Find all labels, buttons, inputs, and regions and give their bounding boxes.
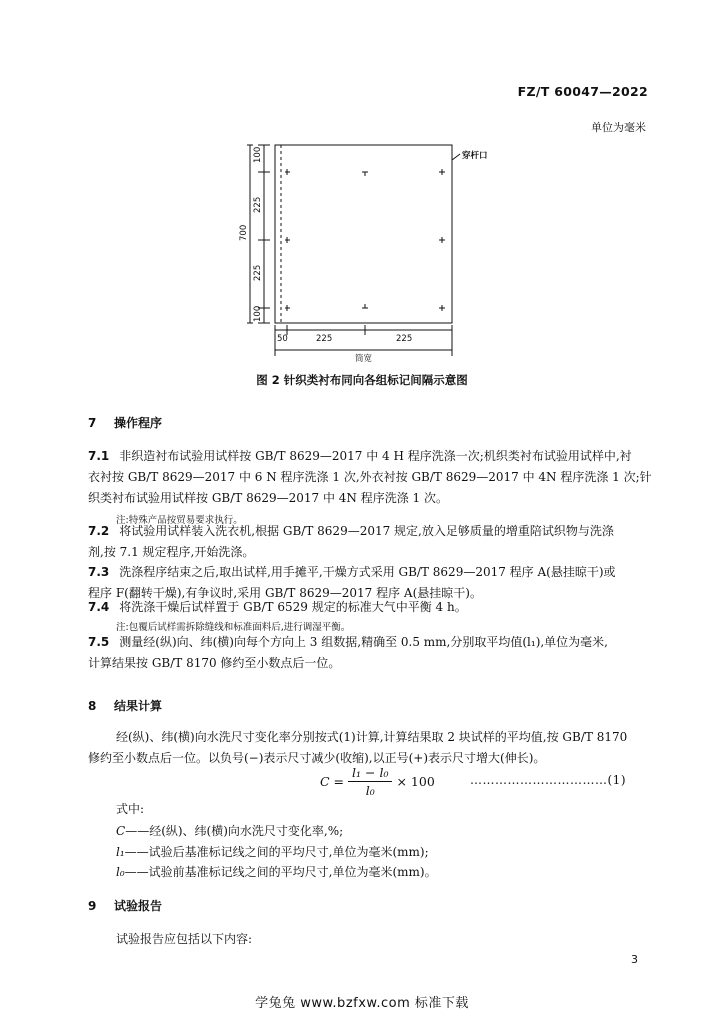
dim-bottom-3: 225 [396, 334, 413, 344]
dim-bottom-1: 50 [277, 334, 288, 344]
tube-width-label: 筒宽 [355, 354, 373, 363]
para-7-1: 7.1 非织造衬布试验用试样按 GB/T 8629—2017 中 4 H 程序洗涤一次;机织类衬布试验用试样中,衬 衣衬按 GB/T 8629—2017 中 6 N 程序洗涤 1 次,外衣衬按 GB/T 8629—2017 中 4N 程序洗涤 1 次;针 织类衬布试验用试样按 GB/T 8629—2017 中 4N 程序洗涤 1 次。 [88, 449, 652, 505]
dim-left-4: 100 [253, 305, 263, 322]
para-7-5: 7.5 测量经(纵)向、纬(横)向每个方向上 3 组数据,精确至 0.5 mm,分别取平均值(l₁),单位为毫米, 计算结果按 GB/T 8170 修约至小数点后一位。 [88, 635, 608, 670]
var-c: C——经(纵)、纬(横)向水洗尺寸变化率,%; [116, 824, 344, 838]
slot-label: 穿杆口 [462, 151, 488, 161]
para-7-2: 7.2 将试验用试样装入洗衣机,根据 GB/T 8629—2017 规定,放入足够质量的增重陪试织物与洗涤 剂,按 7.1 规定程序,开始洗涤。 [88, 524, 614, 559]
figure-2-diagram [230, 138, 510, 363]
note-2: 注:包覆后试样需拆除缝线和标准面料后,进行调湿平衡。 [116, 622, 351, 633]
formula-1: C = $\frac{\text{l₁ − l₀}}{\text{l₀}}$ × 100 [320, 765, 435, 798]
dim-bottom-2: 225 [316, 334, 333, 344]
dim-left-2: 225 [253, 196, 263, 213]
footer-watermark: 学兔兔 www.bzfxw.com 标准下载 [255, 996, 469, 1011]
dim-left-3: 225 [253, 264, 263, 281]
para-7-4: 7.4 将洗涤干燥后试样置于 GB/T 6529 规定的标准大气中平衡 4 h。 [88, 600, 467, 614]
dim-total-height: 700 [239, 224, 249, 241]
var-l1: l₁——试验后基准标记线之间的平均尺寸,单位为毫米(mm); [116, 845, 429, 859]
section-9-title: 9 试验报告 [88, 899, 163, 913]
var-l0: l₀——试验前基准标记线之间的平均尺寸,单位为毫米(mm)。 [116, 865, 437, 879]
section-7-title: 7 操作程序 [88, 416, 163, 430]
dim-left-1: 100 [253, 146, 263, 163]
standard-code: FZ/T 60047—2022 [517, 84, 648, 99]
para-8-cont: 修约至小数点后一位。以负号(−)表示尺寸减少(收缩),以正号(+)表示尺寸增大(伸长)。 [88, 751, 546, 765]
where-label: 式中: [116, 802, 145, 816]
formula-number: ……………………………(1) [470, 773, 626, 787]
para-9: 试验报告应包括以下内容: [116, 932, 253, 946]
page-number: 3 [631, 953, 638, 966]
figure-caption: 图 2 针织类衬布同向各组标记间隔示意图 [256, 373, 468, 387]
section-8-title: 8 结果计算 [88, 699, 163, 713]
para-8: 经(纵)、纬(横)向水洗尺寸变化率分别按式(1)计算,计算结果取 2 块试样的平均值,按 GB/T 8170 [116, 730, 628, 744]
note-1: 注:特殊产品按贸易要求执行。 [116, 515, 243, 526]
para-7-3: 7.3 洗涤程序结束之后,取出试样,用手摊平,干燥方式采用 GB/T 8629—2017 程序 A(悬挂晾干)或 程序 F(翻转干燥),有争议时,采用 GB/T 8629—2017 程序 A(悬挂晾干)。 [88, 565, 616, 600]
unit-note: 单位为毫米 [591, 121, 646, 134]
